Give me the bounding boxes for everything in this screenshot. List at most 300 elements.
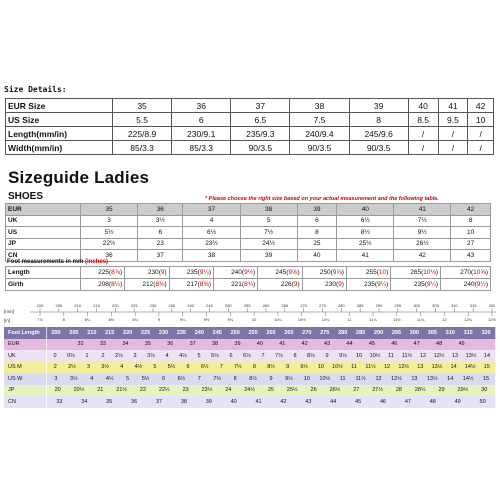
- table-row: [6, 204, 491, 216]
- measurement-cell: 235(9¼): [169, 267, 213, 279]
- measurement-cell: 270(10⅝): [441, 267, 491, 279]
- chart-cell: 250: [230, 329, 240, 336]
- chart-cell: 265: [284, 329, 294, 336]
- table-cell: 8: [297, 227, 337, 239]
- in-tick-label: 8: [62, 317, 65, 322]
- table-cell: 230/9.1: [172, 127, 231, 141]
- table-cell: 40: [297, 250, 337, 262]
- table-cell: /: [438, 127, 468, 141]
- ruler-scale: [0, 300, 500, 327]
- chart-cell: 34: [122, 341, 129, 348]
- table-row: [6, 238, 491, 250]
- chart-cell: 4½: [105, 375, 114, 382]
- table-cell: 39: [297, 204, 337, 216]
- chart-cell: 10: [317, 364, 324, 371]
- chart-cell: 6: [161, 375, 166, 382]
- chart-cell: 4: [90, 375, 94, 382]
- mm-tick-label: 210: [74, 303, 82, 308]
- chart-cell: 27½: [372, 387, 383, 394]
- chart-row-values: [47, 327, 496, 339]
- table-cell: 23½: [183, 238, 240, 250]
- chart-cell: 8: [293, 352, 297, 359]
- chart-cell: 290: [373, 329, 384, 336]
- chart-cell: 50: [479, 398, 486, 405]
- mm-value: 235: [364, 281, 375, 288]
- chart-row-jp: [4, 385, 496, 397]
- table-cell: 6: [138, 227, 183, 239]
- chart-cell: 285: [356, 329, 366, 336]
- table-cell: 39: [349, 99, 408, 113]
- chart-cell: 38: [211, 341, 219, 348]
- table-cell: 41: [438, 99, 468, 113]
- chart-cell: 49: [454, 398, 461, 405]
- chart-cell: 8½: [249, 375, 257, 382]
- chart-cell: 300: [409, 329, 419, 336]
- chart-cell: 4: [120, 364, 124, 371]
- chart-cell: 225: [140, 329, 151, 336]
- table-cell: 39: [240, 250, 297, 262]
- chart-cell: 11½: [355, 375, 366, 382]
- chart-cell: 13½: [465, 352, 477, 359]
- inch-value: 9: [160, 269, 165, 276]
- mm-tick-label: 300: [413, 303, 421, 308]
- mm-value: 208: [98, 281, 109, 288]
- mm-tick-label: 290: [375, 303, 383, 308]
- chart-cell: 12: [384, 364, 391, 371]
- table-cell: 85/3.3: [113, 141, 172, 155]
- chart-cell: 44: [346, 341, 353, 348]
- mm-value: 265: [410, 269, 422, 276]
- chart-cell: 280: [338, 329, 348, 336]
- inch-value: 9¼: [377, 281, 387, 288]
- table-cell: 42: [451, 204, 491, 216]
- chart-cell: 5: [153, 364, 157, 371]
- chart-cell: 13½: [426, 375, 438, 382]
- measurement-cell: 235(9¼): [391, 279, 441, 291]
- measurement-cell: 230(9): [302, 279, 346, 291]
- table-cell: 26½: [394, 238, 451, 250]
- inch-value: 9: [338, 281, 342, 288]
- mm-value: 250: [319, 269, 331, 276]
- table-cell: 9.5: [438, 113, 468, 127]
- chart-cell: 46: [391, 341, 398, 348]
- size-note: * Please choose the right size based on your actual measurement and the following table.: [205, 196, 439, 202]
- measurement-cell: 265(10⅛): [391, 267, 441, 279]
- table-row: [6, 99, 494, 113]
- chart-row-values: [47, 385, 496, 397]
- chart-cell: 33: [99, 341, 107, 348]
- row-label: Width(mm/in): [6, 141, 113, 155]
- chart-cell: 6: [186, 364, 190, 371]
- chart-cell: 4: [165, 352, 169, 359]
- chart-row-label: US M: [4, 362, 47, 374]
- chart-cell: 49: [458, 341, 465, 348]
- chart-cell: 21½: [116, 387, 127, 394]
- table-cell: 24½: [240, 238, 297, 250]
- in-tick-label: 9¼: [179, 317, 186, 322]
- chart-cell: 305: [427, 329, 437, 336]
- chart-cell: 5: [126, 375, 130, 382]
- chart-cell: 7: [261, 352, 265, 359]
- inch-value: 9⅞: [332, 269, 342, 276]
- chart-cell: [473, 341, 495, 347]
- measurement-cell: 221(8¾): [213, 279, 257, 291]
- chart-cell: 2½: [115, 352, 123, 359]
- mm-tick-label: 285: [356, 303, 364, 308]
- table-cell: 6: [297, 215, 337, 227]
- chart-cell: 48: [429, 398, 436, 405]
- chart-cell: 6: [229, 352, 233, 359]
- mm-tick-label: 310: [450, 303, 458, 308]
- inch-value: 9: [293, 281, 298, 288]
- chart-row-fl: [4, 327, 496, 339]
- chart-cell: 45: [368, 341, 375, 348]
- chart-row-cn: [4, 396, 496, 408]
- table-row: [6, 127, 494, 141]
- sizeguide-title: Sizeguide Ladies: [8, 168, 150, 187]
- chart-cell: 48: [436, 341, 443, 348]
- chart-cell: 10½: [319, 375, 331, 382]
- chart-cell: 20½: [73, 387, 85, 394]
- chart-cell: 3½: [147, 352, 155, 359]
- chart-cell: 3: [54, 375, 58, 382]
- table-cell: 240/9.4: [290, 127, 349, 141]
- chart-cell: 275: [320, 329, 330, 336]
- size-details-title: Size Details:: [4, 85, 67, 94]
- mm-value: 270: [460, 269, 471, 276]
- table-cell: 25: [297, 238, 337, 250]
- size-details-table: [5, 98, 494, 155]
- chart-cell: 25: [267, 387, 274, 394]
- chart-cell: 11½: [365, 364, 376, 371]
- table-row: [6, 141, 494, 155]
- chart-cell: 14: [447, 375, 454, 382]
- in-tick-label: 10¾: [321, 317, 330, 322]
- in-tick-label: 11¼: [369, 317, 377, 322]
- chart-cell: 42: [280, 398, 287, 405]
- mm-tick-label: 280: [337, 303, 345, 308]
- chart-cell: 9½: [339, 352, 347, 359]
- chart-cell: 44: [330, 398, 337, 405]
- measurement-cell: 245(9⅝): [258, 267, 302, 279]
- chart-cell: 33: [56, 398, 63, 405]
- chart-row-uk: [4, 350, 496, 362]
- table-cell: 35: [113, 99, 172, 113]
- chart-cell: 11: [351, 364, 357, 371]
- chart-cell: 43: [305, 398, 312, 405]
- chart-cell: 29: [438, 387, 445, 394]
- table-cell: 3½: [138, 215, 183, 227]
- in-tick-label: 11¾: [416, 317, 425, 322]
- chart-cell: 12: [375, 375, 382, 382]
- row-label: EUR Size: [6, 99, 113, 113]
- chart-row-values: [47, 396, 496, 408]
- mm-tick-label: 255: [243, 303, 251, 308]
- chart-cell: 11½: [401, 352, 413, 359]
- chart-cell: 25½: [286, 387, 298, 394]
- table-cell: 38: [240, 204, 297, 216]
- table-cell: 6: [172, 113, 231, 127]
- row-label: Girth: [6, 279, 81, 291]
- table-cell: 36: [138, 204, 183, 216]
- chart-cell: 26½: [329, 387, 341, 394]
- measurement-cell: 226(9): [258, 279, 302, 291]
- mm-value: 221: [231, 281, 242, 288]
- chart-cell: 37: [189, 341, 196, 348]
- table-cell: 7½: [394, 215, 451, 227]
- mm-value: 235: [413, 281, 425, 288]
- chart-cell: 41: [255, 398, 262, 405]
- chart-cell: 9: [269, 375, 273, 382]
- chart-cell: 8: [233, 375, 237, 382]
- chart-cell: 2: [53, 364, 57, 371]
- shoes-label: SHOES: [8, 191, 44, 202]
- ruler-in-label: [in]: [4, 318, 11, 323]
- chart-cell: 34: [81, 398, 88, 405]
- foot-measurement-table: [5, 266, 491, 291]
- chart-cell: 4½: [179, 352, 187, 359]
- table-cell: 23: [138, 238, 183, 250]
- chart-cell: 270: [302, 329, 312, 336]
- inch-value: 10⅛: [423, 269, 436, 276]
- inch-value: 8¼: [111, 281, 121, 288]
- chart-cell: 28: [395, 387, 402, 394]
- chart-cell: 30: [481, 387, 488, 394]
- chart-cell: 9½: [300, 364, 309, 371]
- mm-tick-label: 295: [394, 303, 402, 308]
- mm-tick-label: 270: [300, 303, 308, 308]
- mm-value: 212: [142, 281, 154, 288]
- measurement-cell: 250(9⅞): [302, 267, 346, 279]
- in-tick-label: 9½: [203, 317, 210, 322]
- chart-cell: 9: [286, 364, 290, 371]
- chart-cell: 4½: [134, 364, 143, 371]
- table-cell: 40: [408, 99, 438, 113]
- chart-cell: 39: [234, 341, 241, 348]
- inch-value: 9¼: [199, 269, 209, 276]
- chart-cell: 315: [463, 329, 473, 336]
- chart-cell: 35: [106, 398, 113, 405]
- chart-cell: 5½: [211, 352, 219, 359]
- table-row: [6, 227, 491, 239]
- table-cell: 4: [183, 215, 240, 227]
- chart-cell: 12½: [433, 352, 445, 359]
- measurement-cell: 240(9½): [441, 279, 491, 291]
- chart-cell: 12½: [398, 364, 410, 371]
- chart-cell: 7½: [275, 352, 283, 359]
- chart-cell: 21: [97, 387, 104, 394]
- chart-cell: 14½: [462, 375, 474, 382]
- table-cell: 38: [290, 99, 349, 113]
- chart-cell: 20: [54, 387, 61, 394]
- table-cell: 22½: [81, 238, 138, 250]
- chart-cell: 43: [324, 341, 331, 348]
- mm-tick-label: 220: [111, 303, 119, 308]
- chart-cell: 1: [85, 352, 89, 359]
- chart-cell: 3: [133, 352, 137, 359]
- chart-cell: 38: [180, 398, 187, 405]
- chart-cell: 29½: [457, 387, 469, 394]
- table-cell: 6½: [183, 227, 240, 239]
- table-cell: 7.5: [290, 113, 349, 127]
- chart-cell: 220: [123, 329, 133, 336]
- chart-cell: 2½: [68, 364, 76, 371]
- chart-cell: 23½: [201, 387, 213, 394]
- measurement-cell: 208(8¼): [81, 279, 125, 291]
- table-cell: /: [408, 141, 438, 155]
- table-cell: 225/8.9: [113, 127, 172, 141]
- table-cell: 36: [172, 99, 231, 113]
- in-tick-label: 9: [157, 317, 161, 322]
- mm-tick-label: 305: [432, 303, 439, 308]
- chart-cell: 10: [355, 352, 363, 359]
- measurement-cell: 240(9½): [213, 267, 257, 279]
- chart-row-values: [47, 350, 496, 362]
- chart-row-usm: [4, 362, 496, 374]
- chart-row-label: EUR: [4, 339, 47, 351]
- chart-cell: [47, 341, 69, 347]
- chart-cell: 260: [266, 329, 276, 336]
- in-tick-label: 12½: [488, 317, 496, 322]
- chart-cell: 14½: [464, 364, 476, 371]
- table-cell: 41: [394, 204, 451, 216]
- chart-cell: 46: [379, 398, 387, 405]
- table-cell: 8: [349, 113, 408, 127]
- chart-cell: 13: [451, 352, 459, 359]
- table-cell: 6½: [337, 215, 394, 227]
- chart-cell: 3½: [70, 375, 78, 382]
- foot-heading-text: Foot measurements in mm: [7, 259, 84, 265]
- table-cell: 8½: [337, 227, 394, 239]
- table-cell: /: [438, 141, 468, 155]
- mm-tick-label: 315: [469, 303, 477, 308]
- chart-cell: 200: [51, 329, 61, 336]
- chart-cell: 245: [212, 329, 222, 336]
- table-cell: /: [408, 127, 438, 141]
- row-label: JP: [6, 238, 81, 250]
- chart-cell: 12½: [391, 375, 402, 382]
- mm-value: 230: [325, 281, 336, 288]
- table-cell: 10: [468, 113, 494, 127]
- table-cell: 85/3.3: [172, 141, 231, 155]
- chart-cell: 11: [339, 375, 346, 382]
- chart-cell: 35: [144, 341, 151, 348]
- table-cell: 245/9.6: [349, 127, 408, 141]
- foot-heading-unit: (inches): [85, 259, 109, 265]
- chart-row-eur: [4, 339, 496, 351]
- in-tick-label: 10¼: [273, 317, 282, 322]
- inch-value: 10⅝: [473, 269, 486, 276]
- chart-cell: 210: [87, 329, 97, 336]
- in-tick-label: 10: [251, 317, 257, 322]
- size-conversion-chart: [4, 327, 496, 408]
- inch-value: 9¼: [426, 281, 436, 288]
- chart-cell: 10: [303, 375, 310, 382]
- chart-cell: 47: [413, 341, 420, 348]
- mm-tick-label: 215: [93, 303, 100, 308]
- chart-row-label: JP: [4, 385, 47, 397]
- table-cell: 235/9.3: [231, 127, 290, 141]
- in-tick-label: 12¼: [464, 317, 473, 322]
- mm-tick-label: 235: [168, 303, 176, 308]
- chart-cell: 13½: [431, 364, 443, 371]
- table-cell: 25½: [337, 238, 394, 250]
- chart-cell: 47: [404, 398, 411, 405]
- chart-cell: 23: [182, 387, 189, 394]
- chart-cell: 0½: [67, 352, 75, 359]
- table-cell: 7½: [240, 227, 297, 239]
- inch-value: 8⅞: [111, 269, 121, 276]
- chart-cell: 10½: [369, 352, 381, 359]
- table-cell: 37: [231, 99, 290, 113]
- table-row: [6, 215, 491, 227]
- chart-cell: 24: [225, 387, 232, 394]
- chart-cell: 215: [105, 329, 115, 336]
- chart-cell: 12: [419, 352, 427, 359]
- mm-value: 217: [186, 281, 198, 288]
- chart-cell: 240: [194, 329, 204, 336]
- table-cell: /: [468, 141, 494, 155]
- measurement-cell: 212(8⅜): [125, 279, 169, 291]
- chart-cell: 10½: [332, 364, 343, 371]
- chart-cell: 40: [230, 398, 237, 405]
- row-label: US: [6, 227, 81, 239]
- inch-value: 8¾: [244, 281, 254, 288]
- mm-tick-label: 250: [224, 303, 232, 308]
- chart-cell: 2: [101, 352, 105, 359]
- chart-cell: 8½: [307, 352, 315, 359]
- measurement-cell: 230(9): [125, 267, 169, 279]
- chart-cell: 205: [69, 329, 79, 336]
- chart-cell: 39: [205, 398, 212, 405]
- mm-tick-label: 275: [319, 303, 326, 308]
- chart-cell: 5: [197, 352, 201, 359]
- chart-row-values: [47, 373, 496, 385]
- table-cell: 90/3.5: [290, 141, 349, 155]
- row-label: Length: [6, 267, 81, 279]
- in-tick-label: 8¾: [132, 317, 138, 322]
- table-cell: 90/3.5: [231, 141, 290, 155]
- mm-tick-label: 230: [149, 303, 157, 308]
- table-cell: 3: [81, 215, 138, 227]
- chart-row-label: Foot Length: [4, 327, 47, 339]
- mm-value: 226: [280, 281, 292, 288]
- row-label: CN: [6, 250, 81, 262]
- chart-cell: 28½: [414, 387, 426, 394]
- chart-cell: 40: [256, 341, 263, 348]
- chart-cell: 9½: [285, 375, 293, 382]
- table-cell: 6.5: [231, 113, 290, 127]
- table-cell: 35: [81, 204, 138, 216]
- in-tick-label: 7⅞: [37, 317, 43, 322]
- mm-tick-label: 265: [281, 303, 289, 308]
- table-cell: 8.5: [408, 113, 438, 127]
- chart-cell: 32: [77, 341, 84, 348]
- table-cell: 9½: [394, 227, 451, 239]
- chart-cell: 36: [131, 398, 138, 405]
- table-cell: 36: [81, 250, 138, 262]
- table-cell: 37: [183, 204, 240, 216]
- chart-cell: 15: [483, 364, 490, 371]
- mm-value: 240: [463, 281, 475, 288]
- chart-cell: 5½: [167, 364, 176, 371]
- shoe-size-table: [5, 203, 491, 262]
- in-tick-label: 11½: [393, 317, 401, 322]
- table-cell: 42: [394, 250, 451, 262]
- chart-cell: 0: [53, 352, 57, 359]
- chart-row-values: [47, 339, 496, 351]
- foot-measurements-heading: [7, 259, 108, 265]
